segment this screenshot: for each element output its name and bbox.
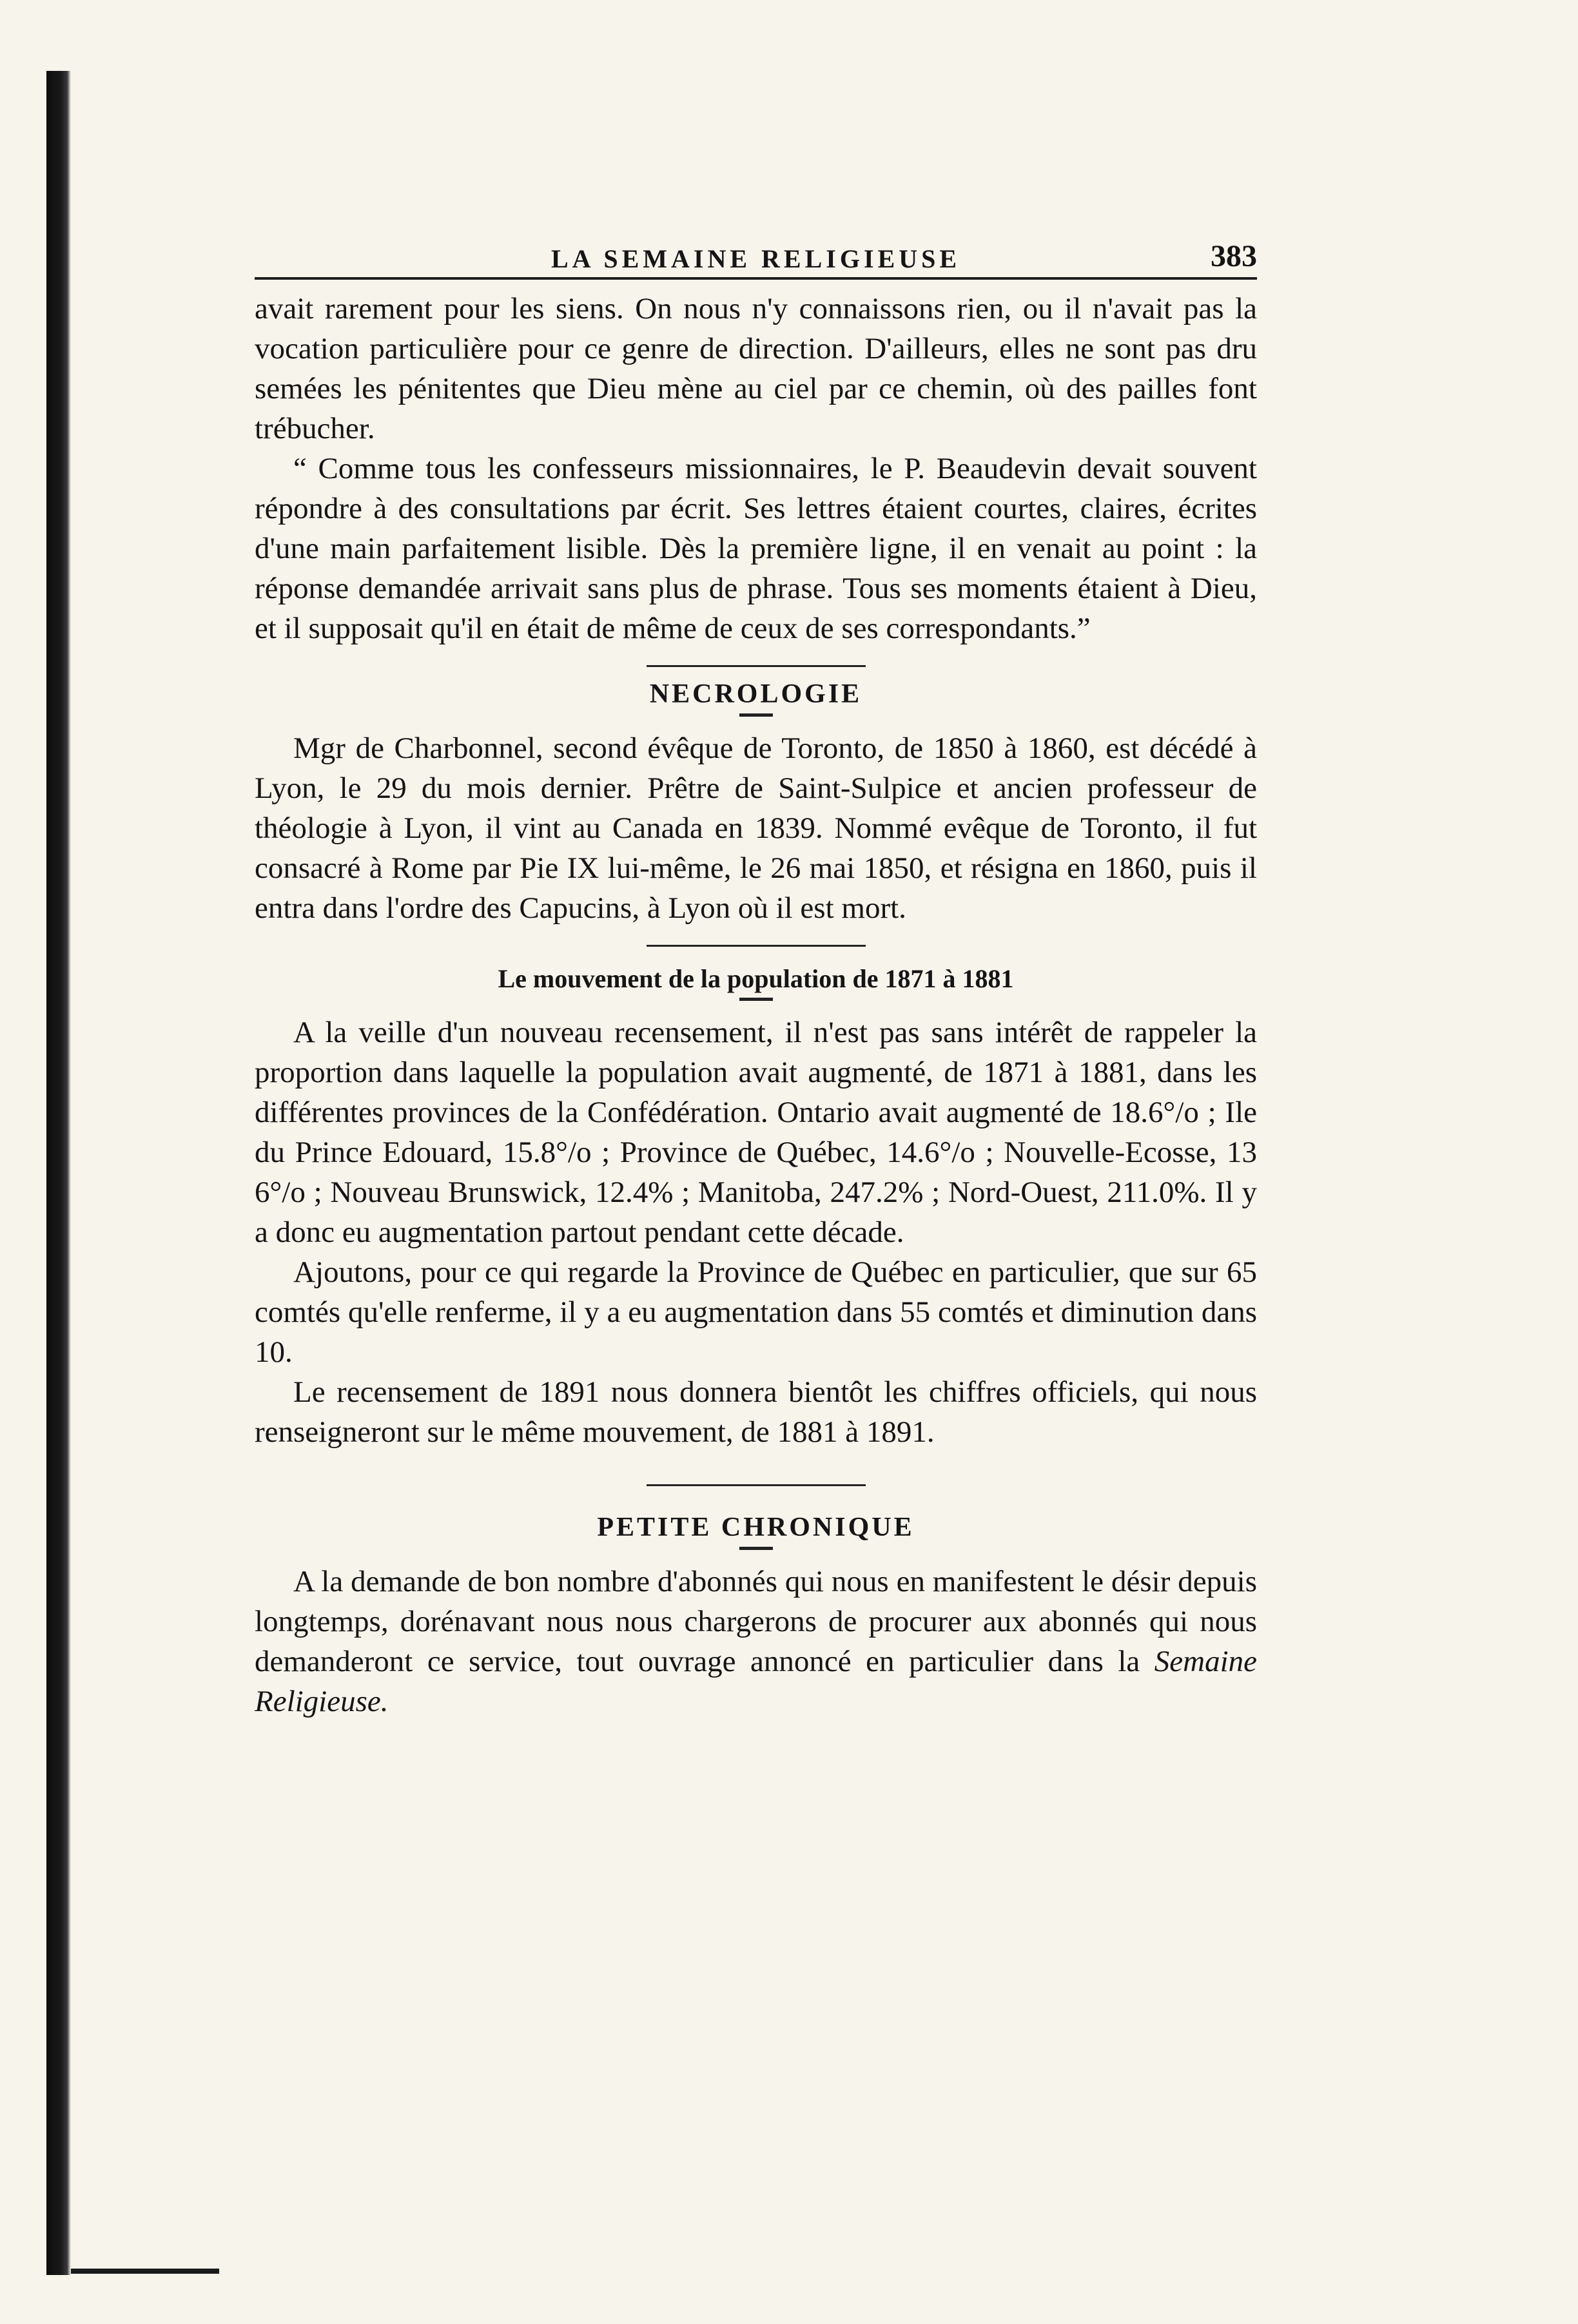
- chronique-text: A la demande de bon nombre d'abonnés qui nous en manifestent le désir depuis longtemps, dorénavant nous nous chargerons de procurer aux abonnés qui nous demanderont ce service, tout ouvrage annoncé en particulier dans la: [255, 1565, 1257, 1678]
- chronique-paragraph: [255, 1562, 1257, 1721]
- population-paragraph-3: Le recensement de 1891 nous donnera bientôt les chiffres officiels, qui nous renseigneront sur le même mouvement, de 1881 à 1891.: [255, 1375, 1257, 1449]
- heading-dash: [739, 713, 773, 717]
- necrologie-heading: NECROLOGIE: [649, 679, 862, 709]
- section-divider: [647, 945, 866, 947]
- heading-dash: [739, 1547, 773, 1550]
- chronique-heading: PETITE CHRONIQUE: [597, 1513, 915, 1542]
- page-binding-edge: [46, 71, 71, 2275]
- population-paragraph-1: A la veille d'un nouveau recensement, il n'est pas sans intérêt de rappeler la proportion dans laquelle la population avait augmenté, de 1871 à 1881, dans les différentes provinces de la Confédération. Ontario avait augmenté de 18.6°/o ; Ile du Prince Edouard, 15.8°/o ; Province de Québec, 14.6°/o ; Nouvelle-Ecosse, 13 6°/o ; Nouveau Brunswick, 12.4% ; Manitoba, 247.2% ; Nord-Ouest, 211.0%. Il y a donc eu augmentation partout pendant cette décade.: [255, 1016, 1257, 1249]
- page-number: 383: [1211, 239, 1257, 273]
- page-header: [255, 232, 1257, 280]
- running-title: LA SEMAINE RELIGIEUSE: [550, 244, 961, 273]
- section-divider: [647, 1484, 866, 1486]
- section-divider: [647, 665, 866, 667]
- heading-dash: [739, 998, 773, 1001]
- population-heading: Le mouvement de la population de 1871 à 1881: [498, 964, 1014, 993]
- intro-paragraph-1: avait rarement pour les siens. On nous n'y connaissons rien, ou il n'avait pas la vocation particulière pour ce genre de direction. D'ailleurs, elles ne sont pas dru semées les pénitentes que Dieu mène au ciel par ce chemin, où des pailles font trébucher.: [255, 292, 1257, 445]
- page-binding-foot: [71, 2269, 219, 2274]
- population-paragraph-2: Ajoutons, pour ce qui regarde la Province de Québec en particulier, que sur 65 comtés qu'elle renferme, il y a eu augmentation dans 55 comtés et diminution dans 10.: [255, 1255, 1257, 1369]
- page-content: [255, 232, 1257, 1721]
- intro-paragraph-2: “ Comme tous les confesseurs missionnaires, le P. Beaudevin devait souvent répondre à des consultations par écrit. Ses lettres étaient courtes, claires, écrites d'une main parfaitement lisible. Dès la première ligne, il en venait au point : la réponse demandée arrivait sans plus de phrase. Tous ses moments étaient à Dieu, et il supposait qu'il en était de même de ceux de ses correspondants.”: [255, 452, 1257, 645]
- necrologie-paragraph: Mgr de Charbonnel, second évêque de Toronto, de 1850 à 1860, est décédé à Lyon, le 29 du mois dernier. Prêtre de Saint-Sulpice et ancien professeur de théologie à Lyon, il vint au Canada en 1839. Nommé evêque de Toronto, il fut consacré à Rome par Pie IX lui-même, le 26 mai 1850, et résigna en 1860, puis il entra dans l'ordre des Capucins, à Lyon où il est mort.: [255, 731, 1257, 925]
- chronique-publication-name: Semaine Religieuse.: [255, 1645, 1257, 1718]
